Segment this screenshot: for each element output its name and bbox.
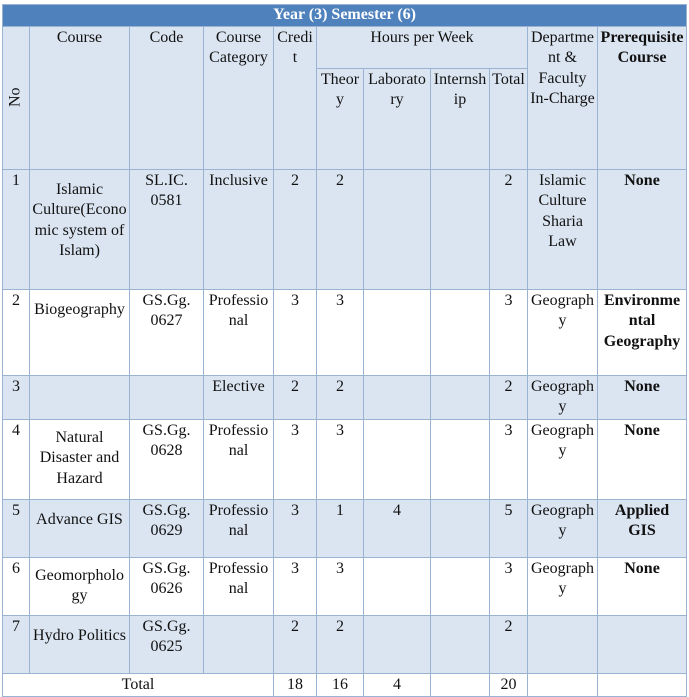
row-internship (431, 615, 490, 673)
row-course: Geomorphology (30, 557, 130, 615)
row-no: 4 (3, 419, 30, 499)
row-code: GS.Gg. 0627 (130, 289, 204, 375)
row-total: 2 (490, 375, 528, 419)
header-code: Code (130, 26, 204, 169)
row-total: 2 (490, 169, 528, 289)
row-category (204, 615, 274, 673)
total-prerequisite (598, 673, 687, 697)
row-department: Islamic Culture Sharia Law (528, 169, 598, 289)
row-prerequisite: None (598, 375, 687, 419)
row-lab (364, 375, 431, 419)
row-theory: 2 (317, 615, 364, 673)
totals-row (3, 673, 687, 697)
row-internship (431, 419, 490, 499)
row-no: 3 (3, 375, 30, 419)
row-no: 6 (3, 557, 30, 615)
row-internship (431, 375, 490, 419)
row-internship (431, 557, 490, 615)
row-theory: 3 (317, 289, 364, 375)
row-category: Elective (204, 375, 274, 419)
row-course: Islamic Culture(Economic system of Islam) (30, 169, 130, 289)
row-theory: 3 (317, 557, 364, 615)
row-lab (364, 557, 431, 615)
total-theory: 16 (317, 673, 364, 697)
table-row (3, 615, 687, 673)
row-category: Professional (204, 499, 274, 557)
header-theory: Theory (317, 68, 364, 169)
row-code: GS.Gg. 0625 (130, 615, 204, 673)
total-lab: 4 (364, 673, 431, 697)
row-theory: 2 (317, 169, 364, 289)
row-credit: 3 (274, 289, 317, 375)
row-total: 3 (490, 557, 528, 615)
row-department: Geography (528, 499, 598, 557)
header-internship: Internship (431, 68, 490, 169)
row-no: 2 (3, 289, 30, 375)
row-total: 2 (490, 615, 528, 673)
row-category: Professional (204, 289, 274, 375)
row-department: Geography (528, 557, 598, 615)
total-internship (431, 673, 490, 697)
row-lab (364, 615, 431, 673)
total-hours: 20 (490, 673, 528, 697)
row-lab: 4 (364, 499, 431, 557)
row-course: Advance GIS (30, 499, 130, 557)
header-credit: Credit (274, 26, 317, 169)
header-hours-per-week: Hours per Week (317, 26, 528, 68)
row-credit: 3 (274, 419, 317, 499)
row-category: Inclusive (204, 169, 274, 289)
row-lab (364, 169, 431, 289)
row-lab (364, 289, 431, 375)
row-code: GS.Gg. 0628 (130, 419, 204, 499)
row-theory: 2 (317, 375, 364, 419)
row-internship (431, 289, 490, 375)
table-row (3, 419, 687, 499)
row-total: 3 (490, 289, 528, 375)
row-internship (431, 169, 490, 289)
header-prerequisite: Prerequisite Course (598, 26, 687, 169)
total-credit: 18 (274, 673, 317, 697)
row-credit: 2 (274, 375, 317, 419)
table-row (3, 169, 687, 289)
row-internship (431, 499, 490, 557)
header-course: Course (30, 26, 130, 169)
row-credit: 3 (274, 557, 317, 615)
row-prerequisite: None (598, 419, 687, 499)
row-code (130, 375, 204, 419)
semester-table (2, 4, 687, 697)
row-theory: 1 (317, 499, 364, 557)
table-row (3, 289, 687, 375)
total-department (528, 673, 598, 697)
row-course: Biogeography (30, 289, 130, 375)
row-lab (364, 419, 431, 499)
row-prerequisite (598, 615, 687, 673)
row-credit: 3 (274, 499, 317, 557)
row-department: Geography (528, 419, 598, 499)
table-row (3, 557, 687, 615)
row-prerequisite: None (598, 557, 687, 615)
row-code: GS.Gg. 0626 (130, 557, 204, 615)
row-department: Geography (528, 375, 598, 419)
row-no: 1 (3, 169, 30, 289)
row-category: Professional (204, 557, 274, 615)
row-code: SL.IC. 0581 (130, 169, 204, 289)
table-row (3, 499, 687, 557)
table-row (3, 375, 687, 419)
total-label: Total (3, 673, 274, 697)
row-department (528, 615, 598, 673)
row-category: Professional (204, 419, 274, 499)
row-no: 5 (3, 499, 30, 557)
header-department: Department & Faculty In-Charge (528, 26, 598, 169)
row-theory: 3 (317, 419, 364, 499)
header-category: Course Category (204, 26, 274, 169)
row-prerequisite: None (598, 169, 687, 289)
header-laboratory: Laboratory (364, 68, 431, 169)
row-course: Natural Disaster and Hazard (30, 419, 130, 499)
row-code: GS.Gg. 0629 (130, 499, 204, 557)
row-credit: 2 (274, 615, 317, 673)
table-title: Year (3) Semester (6) (3, 5, 687, 27)
row-total: 3 (490, 419, 528, 499)
row-credit: 2 (274, 169, 317, 289)
row-no: 7 (3, 615, 30, 673)
row-prerequisite: Applied GIS (598, 499, 687, 557)
row-department: Geography (528, 289, 598, 375)
row-course (30, 375, 130, 419)
row-total: 5 (490, 499, 528, 557)
row-course: Hydro Politics (30, 615, 130, 673)
row-prerequisite: Environmental Geography (598, 289, 687, 375)
header-total: Total (490, 68, 528, 169)
header-no: No (3, 26, 30, 169)
